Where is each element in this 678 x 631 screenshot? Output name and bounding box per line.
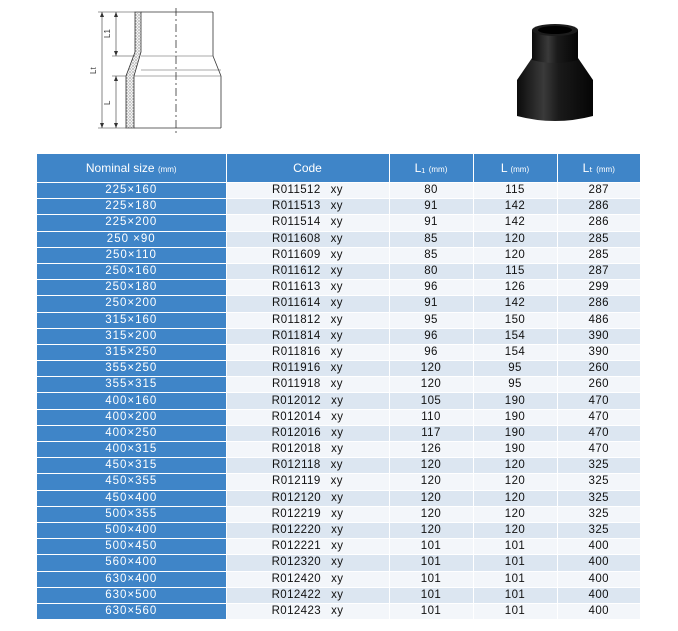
- cell-nominal-size: 250×160: [37, 263, 226, 279]
- code-suffix: xy: [331, 507, 344, 520]
- code-value: R012018: [271, 443, 322, 456]
- cell-lt: 325: [557, 522, 640, 538]
- header-lt: Lₜ (mm): [557, 154, 640, 183]
- code-value: R011814: [272, 329, 321, 342]
- cell-l1: 120: [389, 458, 473, 474]
- code-value: R012016: [271, 426, 322, 439]
- code-value: R012320: [271, 556, 322, 569]
- cell-lt: 325: [557, 474, 640, 490]
- header-nominal-size: Nominal size (mm): [37, 154, 226, 183]
- cell-nominal-size: 630×400: [37, 571, 226, 587]
- cell-nominal-size: 225×160: [37, 183, 226, 199]
- cell-l: 142: [473, 296, 557, 312]
- cell-l: 150: [473, 312, 557, 328]
- table-row: [37, 215, 640, 231]
- cell-code: [226, 539, 389, 555]
- code-suffix: xy: [330, 329, 343, 342]
- cell-nominal-size: 500×400: [37, 522, 226, 538]
- cell-l: 101: [473, 539, 557, 555]
- cell-l: 120: [473, 458, 557, 474]
- cell-lt: 400: [557, 587, 640, 603]
- cell-nominal-size: 315×250: [37, 344, 226, 360]
- cell-lt: 260: [557, 361, 640, 377]
- code-suffix: xy: [330, 475, 343, 488]
- dimensions-table: [37, 154, 640, 620]
- cell-l1: 101: [389, 603, 473, 619]
- cell-l1: 101: [389, 571, 473, 587]
- cell-l1: 96: [389, 280, 473, 296]
- cell-nominal-size: 355×250: [37, 361, 226, 377]
- code-suffix: xy: [331, 426, 344, 439]
- cell-l1: 101: [389, 587, 473, 603]
- table-row: [37, 280, 640, 296]
- cell-code: [226, 215, 389, 231]
- table-row: [37, 263, 640, 279]
- table-row: [37, 458, 640, 474]
- code-suffix: xy: [330, 248, 343, 261]
- code-value: R011918: [272, 378, 321, 391]
- cell-code: [226, 231, 389, 247]
- cell-l: 120: [473, 231, 557, 247]
- cell-nominal-size: 450×315: [37, 458, 226, 474]
- code-value: R012012: [271, 394, 322, 407]
- cell-l: 101: [473, 587, 557, 603]
- cell-lt: 325: [557, 490, 640, 506]
- table-row: [37, 328, 640, 344]
- cell-code: [226, 425, 389, 441]
- code-suffix: xy: [331, 443, 344, 456]
- cell-code: [226, 571, 389, 587]
- cell-code: [226, 361, 389, 377]
- cell-l1: 80: [389, 183, 473, 199]
- cell-nominal-size: 315×200: [37, 328, 226, 344]
- cell-nominal-size: 355×315: [37, 377, 226, 393]
- cell-code: [226, 263, 389, 279]
- cell-nominal-size: 630×500: [37, 587, 226, 603]
- code-suffix: xy: [331, 572, 344, 585]
- cell-lt: 286: [557, 199, 640, 215]
- cell-l1: 101: [389, 539, 473, 555]
- code-suffix: xy: [331, 524, 344, 537]
- cell-nominal-size: 400×250: [37, 425, 226, 441]
- cell-l1: 120: [389, 490, 473, 506]
- table-row: [37, 442, 640, 458]
- cell-code: [226, 522, 389, 538]
- cell-lt: 299: [557, 280, 640, 296]
- table-row: [37, 377, 640, 393]
- cell-l1: 95: [389, 312, 473, 328]
- cell-nominal-size: 450×355: [37, 474, 226, 490]
- code-value: R012119: [272, 475, 321, 488]
- table-row: [37, 409, 640, 425]
- code-value: R012423: [271, 604, 322, 617]
- cell-l: 115: [473, 183, 557, 199]
- cell-code: [226, 409, 389, 425]
- cell-l: 190: [473, 425, 557, 441]
- cell-nominal-size: 250 ×90: [37, 231, 226, 247]
- cell-code: [226, 506, 389, 522]
- code-suffix: xy: [331, 540, 344, 553]
- cell-l: 120: [473, 247, 557, 263]
- table-row: [37, 183, 640, 199]
- code-value: R011513: [272, 200, 321, 213]
- cell-l1: 120: [389, 506, 473, 522]
- code-value: R012420: [271, 572, 322, 585]
- code-value: R011608: [272, 232, 321, 245]
- cell-l: 154: [473, 344, 557, 360]
- cell-code: [226, 474, 389, 490]
- table-row: [37, 361, 640, 377]
- code-suffix: xy: [330, 313, 343, 326]
- cell-code: [226, 280, 389, 296]
- code-suffix: xy: [331, 588, 344, 601]
- code-suffix: xy: [330, 297, 343, 310]
- cell-lt: 470: [557, 425, 640, 441]
- table-row: [37, 199, 640, 215]
- table-row: [37, 393, 640, 409]
- cell-l1: 110: [389, 409, 473, 425]
- code-suffix: xy: [331, 410, 344, 423]
- code-value: R012120: [271, 491, 322, 504]
- code-value: R011613: [272, 281, 321, 294]
- cell-code: [226, 458, 389, 474]
- dimension-label-lt: Lt: [89, 67, 98, 74]
- cell-lt: 260: [557, 377, 640, 393]
- dimension-label-l: L: [103, 100, 112, 105]
- table-row: [37, 247, 640, 263]
- code-value: R011614: [272, 297, 321, 310]
- code-value: R011514: [272, 216, 321, 229]
- cell-lt: 286: [557, 296, 640, 312]
- cell-lt: 390: [557, 328, 640, 344]
- code-suffix: xy: [331, 604, 344, 617]
- cell-code: [226, 393, 389, 409]
- cell-l1: 120: [389, 377, 473, 393]
- dimension-label-l1: L1: [103, 29, 112, 38]
- header-code: Code: [226, 154, 389, 183]
- cell-l: 120: [473, 490, 557, 506]
- code-suffix: xy: [330, 281, 343, 294]
- cell-l: 101: [473, 571, 557, 587]
- cell-nominal-size: 225×180: [37, 199, 226, 215]
- code-suffix: xy: [330, 345, 343, 358]
- cell-lt: 286: [557, 215, 640, 231]
- cell-l1: 91: [389, 296, 473, 312]
- cell-lt: 486: [557, 312, 640, 328]
- cell-l: 154: [473, 328, 557, 344]
- cell-l1: 96: [389, 344, 473, 360]
- cell-l1: 85: [389, 247, 473, 263]
- cell-lt: 400: [557, 571, 640, 587]
- code-suffix: xy: [330, 265, 343, 278]
- cell-l: 101: [473, 555, 557, 571]
- cell-code: [226, 555, 389, 571]
- code-value: R011612: [272, 265, 321, 278]
- cell-l: 126: [473, 280, 557, 296]
- code-suffix: xy: [330, 200, 343, 213]
- table-body: [37, 183, 640, 620]
- cell-lt: 470: [557, 442, 640, 458]
- cell-nominal-size: 225×200: [37, 215, 226, 231]
- code-value: R012220: [271, 524, 322, 537]
- cell-code: [226, 312, 389, 328]
- code-value: R012221: [271, 540, 322, 553]
- cell-l: 115: [473, 263, 557, 279]
- table-header-row: [37, 154, 640, 183]
- table-row: [37, 490, 640, 506]
- cell-code: [226, 199, 389, 215]
- cell-code: [226, 442, 389, 458]
- table-row: [37, 312, 640, 328]
- table-row: [37, 539, 640, 555]
- cell-l1: 96: [389, 328, 473, 344]
- cell-nominal-size: 250×180: [37, 280, 226, 296]
- cell-code: [226, 247, 389, 263]
- table-row: [37, 231, 640, 247]
- cell-code: [226, 296, 389, 312]
- cell-lt: 470: [557, 409, 640, 425]
- cell-lt: 400: [557, 603, 640, 619]
- header-l1: L₁ (mm): [389, 154, 473, 183]
- cell-l: 95: [473, 361, 557, 377]
- code-value: R011816: [272, 345, 321, 358]
- cell-l1: 117: [389, 425, 473, 441]
- cell-code: [226, 603, 389, 619]
- cell-nominal-size: 250×200: [37, 296, 226, 312]
- cell-lt: 325: [557, 458, 640, 474]
- cell-lt: 287: [557, 183, 640, 199]
- code-suffix: xy: [331, 556, 344, 569]
- code-suffix: xy: [330, 184, 343, 197]
- cell-code: [226, 344, 389, 360]
- code-value: R012219: [271, 507, 322, 520]
- table-row: [37, 474, 640, 490]
- cell-l: 142: [473, 199, 557, 215]
- table-row: [37, 344, 640, 360]
- cell-nominal-size: 500×355: [37, 506, 226, 522]
- cell-nominal-size: 630×560: [37, 603, 226, 619]
- cell-code: [226, 587, 389, 603]
- table-row: [37, 571, 640, 587]
- cell-lt: 325: [557, 506, 640, 522]
- code-value: R011916: [272, 362, 321, 375]
- cell-l1: 80: [389, 263, 473, 279]
- cell-code: [226, 490, 389, 506]
- cell-l: 120: [473, 506, 557, 522]
- cell-nominal-size: 400×200: [37, 409, 226, 425]
- code-suffix: xy: [330, 378, 343, 391]
- cell-lt: 287: [557, 263, 640, 279]
- cell-l: 190: [473, 442, 557, 458]
- code-value: R011609: [272, 248, 321, 261]
- cell-nominal-size: 400×315: [37, 442, 226, 458]
- reducer-product-image: [505, 20, 605, 130]
- cell-l1: 126: [389, 442, 473, 458]
- table-row: [37, 506, 640, 522]
- code-suffix: xy: [330, 232, 343, 245]
- cell-lt: 400: [557, 555, 640, 571]
- cell-l: 120: [473, 474, 557, 490]
- cell-l: 101: [473, 603, 557, 619]
- cell-code: [226, 183, 389, 199]
- table-row: [37, 296, 640, 312]
- code-suffix: xy: [331, 394, 344, 407]
- cell-l1: 120: [389, 474, 473, 490]
- cell-l: 142: [473, 215, 557, 231]
- code-value: R011512: [272, 184, 321, 197]
- cell-nominal-size: 315×160: [37, 312, 226, 328]
- code-value: R012014: [271, 410, 322, 423]
- code-suffix: xy: [331, 491, 344, 504]
- cell-l: 95: [473, 377, 557, 393]
- cell-l1: 101: [389, 555, 473, 571]
- cell-code: [226, 328, 389, 344]
- cell-nominal-size: 560×400: [37, 555, 226, 571]
- table-row: [37, 555, 640, 571]
- code-suffix: xy: [330, 362, 343, 375]
- code-value: R012118: [272, 459, 321, 472]
- cell-nominal-size: 400×160: [37, 393, 226, 409]
- cell-nominal-size: 450×400: [37, 490, 226, 506]
- reducer-technical-drawing: [72, 8, 242, 136]
- cell-l1: 120: [389, 522, 473, 538]
- code-value: R011812: [272, 313, 321, 326]
- code-value: R012422: [271, 588, 322, 601]
- cell-l1: 85: [389, 231, 473, 247]
- cell-l1: 91: [389, 199, 473, 215]
- cell-l1: 91: [389, 215, 473, 231]
- header-l: L (mm): [473, 154, 557, 183]
- cell-lt: 470: [557, 393, 640, 409]
- cell-l1: 120: [389, 361, 473, 377]
- cell-l: 120: [473, 522, 557, 538]
- cell-nominal-size: 250×110: [37, 247, 226, 263]
- code-suffix: xy: [330, 216, 343, 229]
- cell-l1: 105: [389, 393, 473, 409]
- cell-l: 190: [473, 393, 557, 409]
- table-row: [37, 587, 640, 603]
- table-row: [37, 425, 640, 441]
- cell-code: [226, 377, 389, 393]
- table-row: [37, 522, 640, 538]
- code-suffix: xy: [330, 459, 343, 472]
- cell-lt: 285: [557, 247, 640, 263]
- cell-lt: 400: [557, 539, 640, 555]
- cell-lt: 285: [557, 231, 640, 247]
- cell-lt: 390: [557, 344, 640, 360]
- table-row: [37, 603, 640, 619]
- cell-nominal-size: 500×450: [37, 539, 226, 555]
- cell-l: 190: [473, 409, 557, 425]
